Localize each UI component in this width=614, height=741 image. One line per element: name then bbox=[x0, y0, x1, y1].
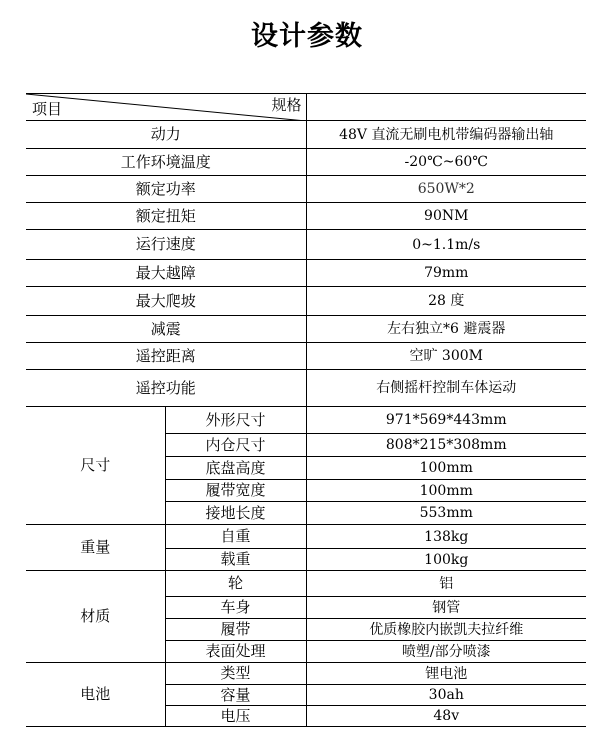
table-row bbox=[26, 176, 586, 203]
sub-label: 表面处理 bbox=[165, 641, 306, 663]
row-label: 遥控距离 bbox=[26, 343, 306, 370]
row-label: 额定功率 bbox=[26, 176, 306, 203]
group-label-size: 尺寸 bbox=[26, 407, 165, 525]
spec-table bbox=[26, 93, 586, 727]
diagonal-line bbox=[26, 94, 306, 121]
sub-value: 48v bbox=[306, 706, 586, 727]
row-value: 右侧摇杆控制车体运动 bbox=[306, 370, 586, 407]
sub-label: 容量 bbox=[165, 685, 306, 706]
table-row bbox=[26, 663, 586, 685]
sub-label: 车身 bbox=[165, 597, 306, 619]
row-label: 遥控功能 bbox=[26, 370, 306, 407]
sub-label: 履带宽度 bbox=[165, 480, 306, 502]
group-label-battery: 电池 bbox=[26, 663, 165, 727]
page-title: 设计参数 bbox=[251, 21, 363, 52]
header-spec-label: 规格 bbox=[271, 96, 302, 114]
sub-value: 优质橡胶内嵌凯夫拉纤维 bbox=[306, 619, 586, 641]
row-label: 减震 bbox=[26, 316, 306, 343]
table-row bbox=[26, 287, 586, 316]
group-label-material: 材质 bbox=[26, 571, 165, 663]
row-value: 79mm bbox=[306, 260, 586, 287]
sub-label: 底盘高度 bbox=[165, 457, 306, 480]
table-row bbox=[26, 149, 586, 176]
sub-value: 971*569*443mm bbox=[306, 407, 586, 434]
table-row bbox=[26, 121, 586, 149]
sub-label: 内仓尺寸 bbox=[165, 434, 306, 457]
table-row bbox=[26, 203, 586, 230]
row-value: 650W*2 bbox=[306, 176, 586, 203]
row-value: 90NM bbox=[306, 203, 586, 230]
row-value: -20℃~60℃ bbox=[306, 149, 586, 176]
sub-value: 喷塑/部分喷漆 bbox=[306, 641, 586, 663]
sub-label: 电压 bbox=[165, 706, 306, 727]
header-diagonal-cell bbox=[26, 94, 306, 121]
row-label: 额定扭矩 bbox=[26, 203, 306, 230]
sub-value: 100kg bbox=[306, 549, 586, 571]
table-row bbox=[26, 525, 586, 549]
row-value: 28 度 bbox=[306, 287, 586, 316]
table-row bbox=[26, 571, 586, 597]
table-header-row bbox=[26, 94, 586, 121]
sub-label: 外形尺寸 bbox=[165, 407, 306, 434]
group-label-weight: 重量 bbox=[26, 525, 165, 571]
table-row bbox=[26, 370, 586, 407]
row-value: 0~1.1m/s bbox=[306, 230, 586, 260]
sub-value: 锂电池 bbox=[306, 663, 586, 685]
sub-value: 100mm bbox=[306, 480, 586, 502]
table-row bbox=[26, 407, 586, 434]
sub-value: 553mm bbox=[306, 502, 586, 525]
table-row bbox=[26, 316, 586, 343]
sub-label: 轮 bbox=[165, 571, 306, 597]
row-value: 左右独立*6 避震器 bbox=[306, 316, 586, 343]
sub-label: 履带 bbox=[165, 619, 306, 641]
row-label: 动力 bbox=[26, 121, 306, 149]
sub-value: 138kg bbox=[306, 525, 586, 549]
sub-value: 铝 bbox=[306, 571, 586, 597]
row-label: 最大越障 bbox=[26, 260, 306, 287]
row-value: 空旷 300M bbox=[306, 343, 586, 370]
header-empty-cell bbox=[306, 94, 586, 121]
row-label: 最大爬坡 bbox=[26, 287, 306, 316]
sub-value: 钢管 bbox=[306, 597, 586, 619]
sub-label: 类型 bbox=[165, 663, 306, 685]
table-row bbox=[26, 230, 586, 260]
sub-value: 100mm bbox=[306, 457, 586, 480]
sub-value: 30ah bbox=[306, 685, 586, 706]
sub-label: 接地长度 bbox=[165, 502, 306, 525]
sub-label: 载重 bbox=[165, 549, 306, 571]
table-row bbox=[26, 343, 586, 370]
row-label: 工作环境温度 bbox=[26, 149, 306, 176]
table-row bbox=[26, 260, 586, 287]
sub-value: 808*215*308mm bbox=[306, 434, 586, 457]
row-label: 运行速度 bbox=[26, 230, 306, 260]
header-item-label: 项目 bbox=[32, 100, 63, 118]
row-value: 48V 直流无刷电机带编码器输出轴 bbox=[306, 121, 586, 149]
sub-label: 自重 bbox=[165, 525, 306, 549]
